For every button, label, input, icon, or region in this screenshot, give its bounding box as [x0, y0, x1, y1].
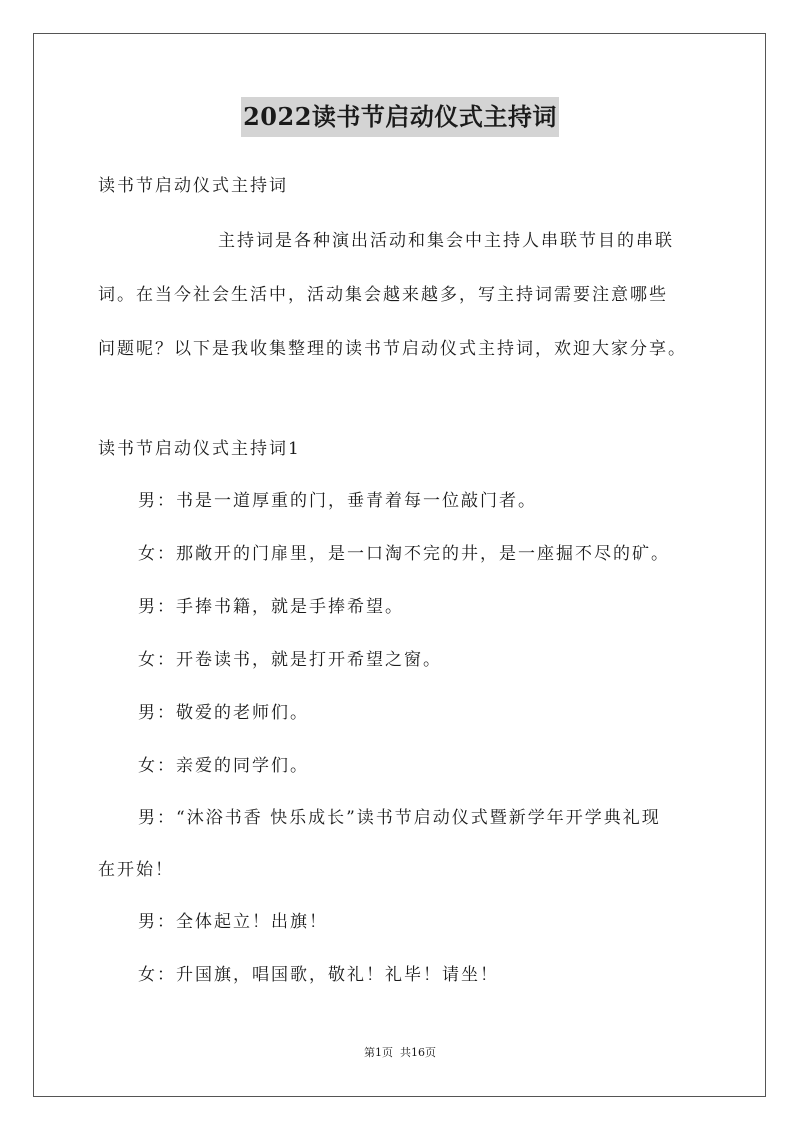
title-container [0, 97, 800, 137]
intro-line: 词。在当今社会生活中，活动集会越来越多，写主持词需要注意哪些 [98, 285, 668, 305]
document-title: 2022读书节启动仪式主持词 [241, 97, 559, 137]
dialogue-line: 男：书是一道厚重的门，垂青着每一位敲门者。 [138, 491, 537, 511]
dialogue-line: 男：敬爱的老师们。 [138, 703, 309, 723]
dialogue-line: 男：“沐浴书香 快乐成长”读书节启动仪式暨新学年开学典礼现 [138, 808, 661, 828]
dialogue-line: 女：升国旗，唱国歌，敬礼！礼毕！请坐！ [138, 965, 499, 985]
dialogue-line: 在开始！ [98, 860, 174, 880]
dialogue-line: 女：亲爱的同学们。 [138, 756, 309, 776]
dialogue-line: 女：那敞开的门扉里，是一口淘不完的井，是一座掘不尽的矿。 [138, 544, 670, 564]
page-footer: 第1页 共16页 [364, 1046, 436, 1059]
dialogue-line: 男：全体起立！出旗！ [138, 912, 328, 932]
section-heading: 读书节启动仪式主持词1 [98, 439, 301, 459]
dialogue-line: 男：手捧书籍，就是手捧希望。 [138, 597, 404, 617]
subtitle: 读书节启动仪式主持词 [98, 176, 288, 196]
dialogue-line: 女：开卷读书，就是打开希望之窗。 [138, 650, 442, 670]
intro-line: 主持词是各种演出活动和集会中主持人串联节目的串联 [218, 231, 674, 251]
intro-line: 问题呢？以下是我收集整理的读书节启动仪式主持词，欢迎大家分享。 [98, 339, 687, 359]
